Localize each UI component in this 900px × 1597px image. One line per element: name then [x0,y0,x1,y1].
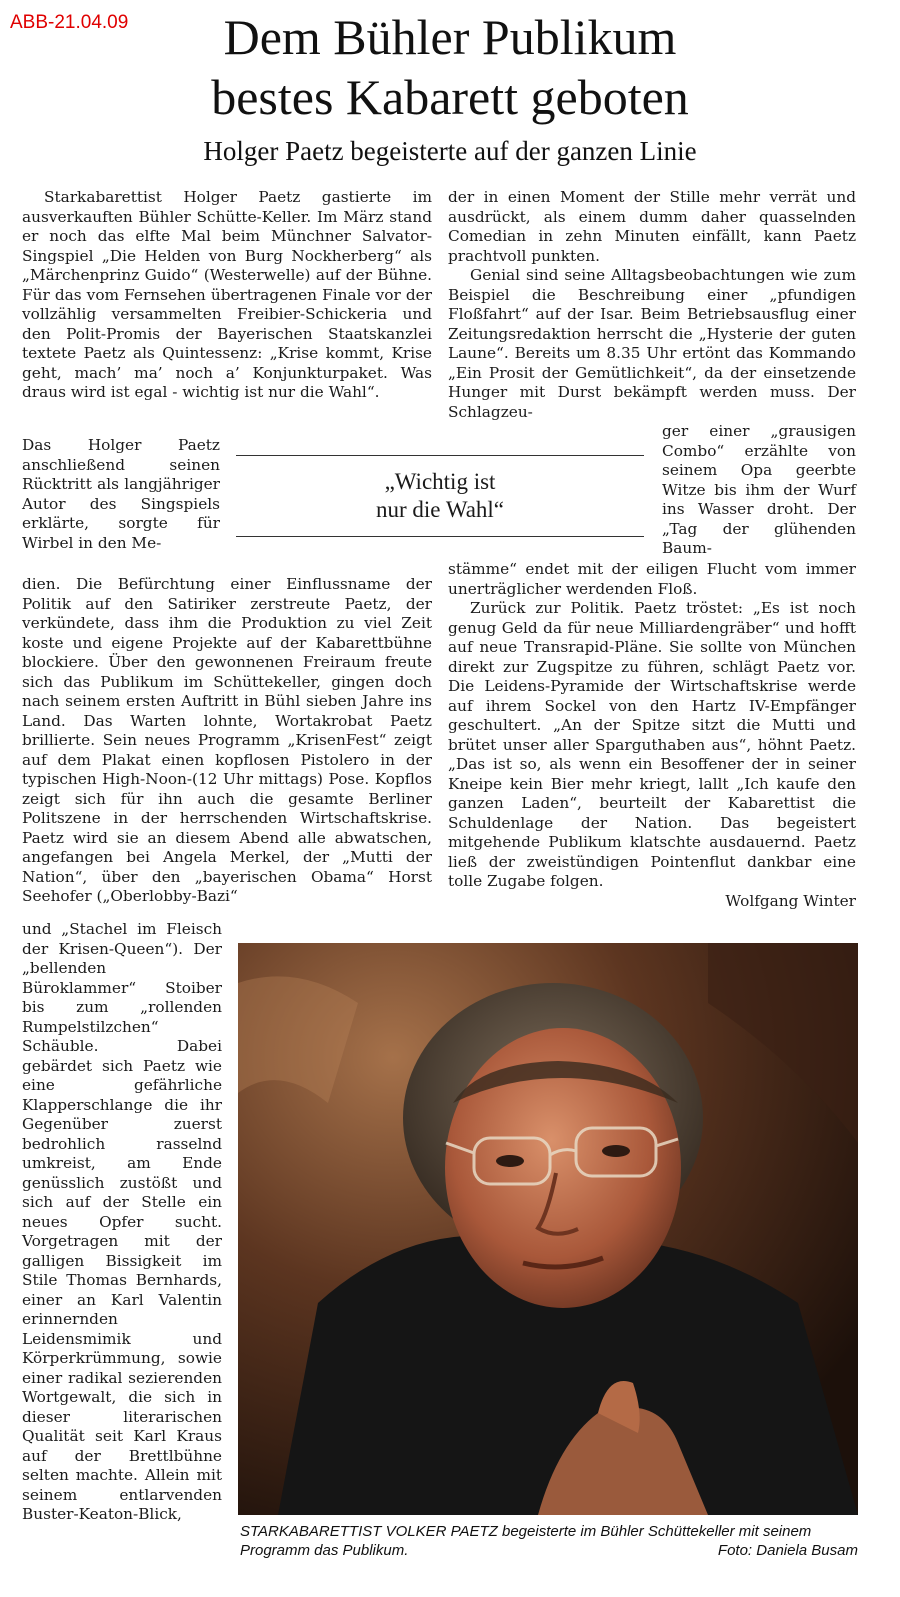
paragraph: ger einer „grausigen Combo“ erzählte von seinem Opa geerbte Witze bis ihm der Wurf ins Wasser droht. Der „Tag der glühenden Baum- [662,422,856,557]
article-column-right-mid [448,560,856,911]
paragraph: der in einen Moment der Stille mehr verrät und ausdrückt, als einem dumm daher quasselnden Comedian in zehn Minuten einfällt, kann Paetz prachtvoll punkten. [448,188,856,265]
photo-credit: Foto: Daniela Busam [717,1542,858,1559]
paragraph: dien. Die Befürchtung einer Einflussname der Politik auf den Satiriker zerstreute Paetz, der verkündete, dass ihm die Produktion zu viel Zeit koste und eigene Projekte auf der Kabarettbühne blockiere. Über den gewonnenen Freiraum freute sich das Publikum im Schüttekeller, gingen doch nach seinem ersten Auftritt in Bühl sieben Jahre ins Land. Das Warten lohnte, Wortakrobat Paetz brillierte. Sein neues Programm „KrisenFest“ zeigt auf dem Plakat einen kopflosen Pistolero in der typischen High-Noon-(12 Uhr mittags) Pose. Kopflos zeigt sich für ihn auch die gesamte Berliner Politszene in der herrschenden Wirtschaftskrise. Paetz wird sie an diesem Abend alle abwatschen, angefangen bei Angela Merkel, der „Mutti der Nation“, über den „bayerischen Obama“ Horst Seehofer („Oberlobby-Bazi“ [22,575,432,905]
paragraph: und „Stachel im Fleisch der Krisen-Queen“). Der „bellenden Büroklammer“ Stoiber bis zum „rollenden Rumpelstilzchen“ Schäuble. Dabei gebärdet sich Paetz wie eine gefährliche Klapperschlange die ihr Gegenüber zuerst bedrohlich rasselnd umkreist, am Ende genüsslich zustößt und sich auf der Stelle ein neues Opfer sucht. Vorgetragen mit der galligen Bissigkeit im Stile Thomas Bernhards, einer an Karl Valentin erinnernden Leidensmimik und Körperkrümmung, sowie einer radikal sezierenden Wortgewalt, die sich in dieser literarischen Qualität seit Karl Kraus auf der Brettlbühne selten machte. Allein mit seinem entlarvenden Buster-Keaton-Blick, [22,920,222,1523]
paragraph: Genial sind seine Alltagsbeobachtungen wie zum Beispiel die Beschreibung einer „pfundigen Floßfahrt“ auf der Isar. Beim Betriebsausflug einer Zeitungsredaktion herrscht die „Hysterie der guten Laune“. Bereits um 8.35 Uhr ertönt das Kommando „Ein Prosit der Gemütlichkeit“, da der einsetzende Hunger mit Durst bekämpft werden muss. Der Schlagzeu- [448,266,856,421]
photo-caption [240,1522,858,1560]
paragraph: Zurück zur Politik. Paetz tröstet: „Es ist noch genug Geld da für neue Milliardengräber“ und hofft auf neue Transrapid-Pläne. Sie sollte von München direkt zur Zugspitze zu führen, schlägt Paetz vor. Die Leidens-Pyramide der Wirtschaftskrise werde auf ihrem Sockel von den Hartz IV-Empfänger geschultert. „An der Spitze sitzt die Mutti und brütet unser aller Sparguthaben aus“, höhnt Paetz. „Das ist so, als wenn ein Besoffener der in seiner Kneipe kein Bier mehr kriegt, lallt „Ich kaufe den ganzen Laden“, beurteilt der Kabarettist die Schuldenlage der Nation. Das begeistert mitgehende Publikum klatschte ausdauernd. Paetz ließ der zweistündigen Pointenflut dankbar eine tolle Zugabe folgen. [448,599,856,890]
pullquote-text [236,456,644,536]
paragraph: Starkabarettist Holger Paetz gastierte im ausverkauften Bühler Schütte-Keller. Im März stand er noch das elfte Mal beim Münchner Salvator-Singspiel „Die Helden von Burg Nockherberg“ als „Märchenprinz Guido“ (Westerwelle) auf der Bühne. Für das vom Fernsehen übertragenen Finale vor der vollzählig versammelten Freibier-Schickeria und den Polit-Promis der Bayerischen Staatskanzlei textete Paetz als Quintessenz: „Krise kommt, Krise geht, mach’ ma’ noch a’ Konjunkturpaket. Was draus wird ist egal - wichtig ist nur die Wahl“. [22,188,432,401]
headline-line-2: bestes Kabarett geboten [211,69,689,125]
article-column-left-mid [22,575,432,907]
subheadline: Holger Paetz begeisterte auf der ganzen Linie [203,136,697,166]
headline-line-1: Dem Bühler Publikum [223,9,677,65]
article-column-right-narrow [662,422,856,559]
article-column-left-top [22,188,432,403]
paragraph: Das Holger Paetz anschließend seinen Rücktritt als langjähriger Autor des Singspiels erklärte, sorgte für Wirbel in den Me- [22,436,220,552]
caption-text: STARKABARETTIST VOLKER PAETZ begeisterte im Bühler Schüttekeller mit seinem Programm das Publikum. [240,1523,812,1559]
article-column-right-top [448,188,856,422]
paragraph: stämme“ endet mit der eiligen Flucht vom immer unerträglicher werdenden Floß. [448,560,856,598]
pullquote [236,455,644,537]
article-column-left-bottom [22,920,222,1525]
author-byline: Wolfgang Winter [725,891,856,910]
portrait-photo [238,943,858,1515]
pullquote-line-2: nur die Wahl“ [375,497,505,522]
article-column-left-narrow [22,436,220,553]
portrait-illustration [238,943,858,1515]
archive-tag: ABB-21.04.09 [10,12,129,33]
pullquote-line-1: „Wichtig ist [384,469,496,494]
pullquote-rule-bottom [236,536,644,537]
